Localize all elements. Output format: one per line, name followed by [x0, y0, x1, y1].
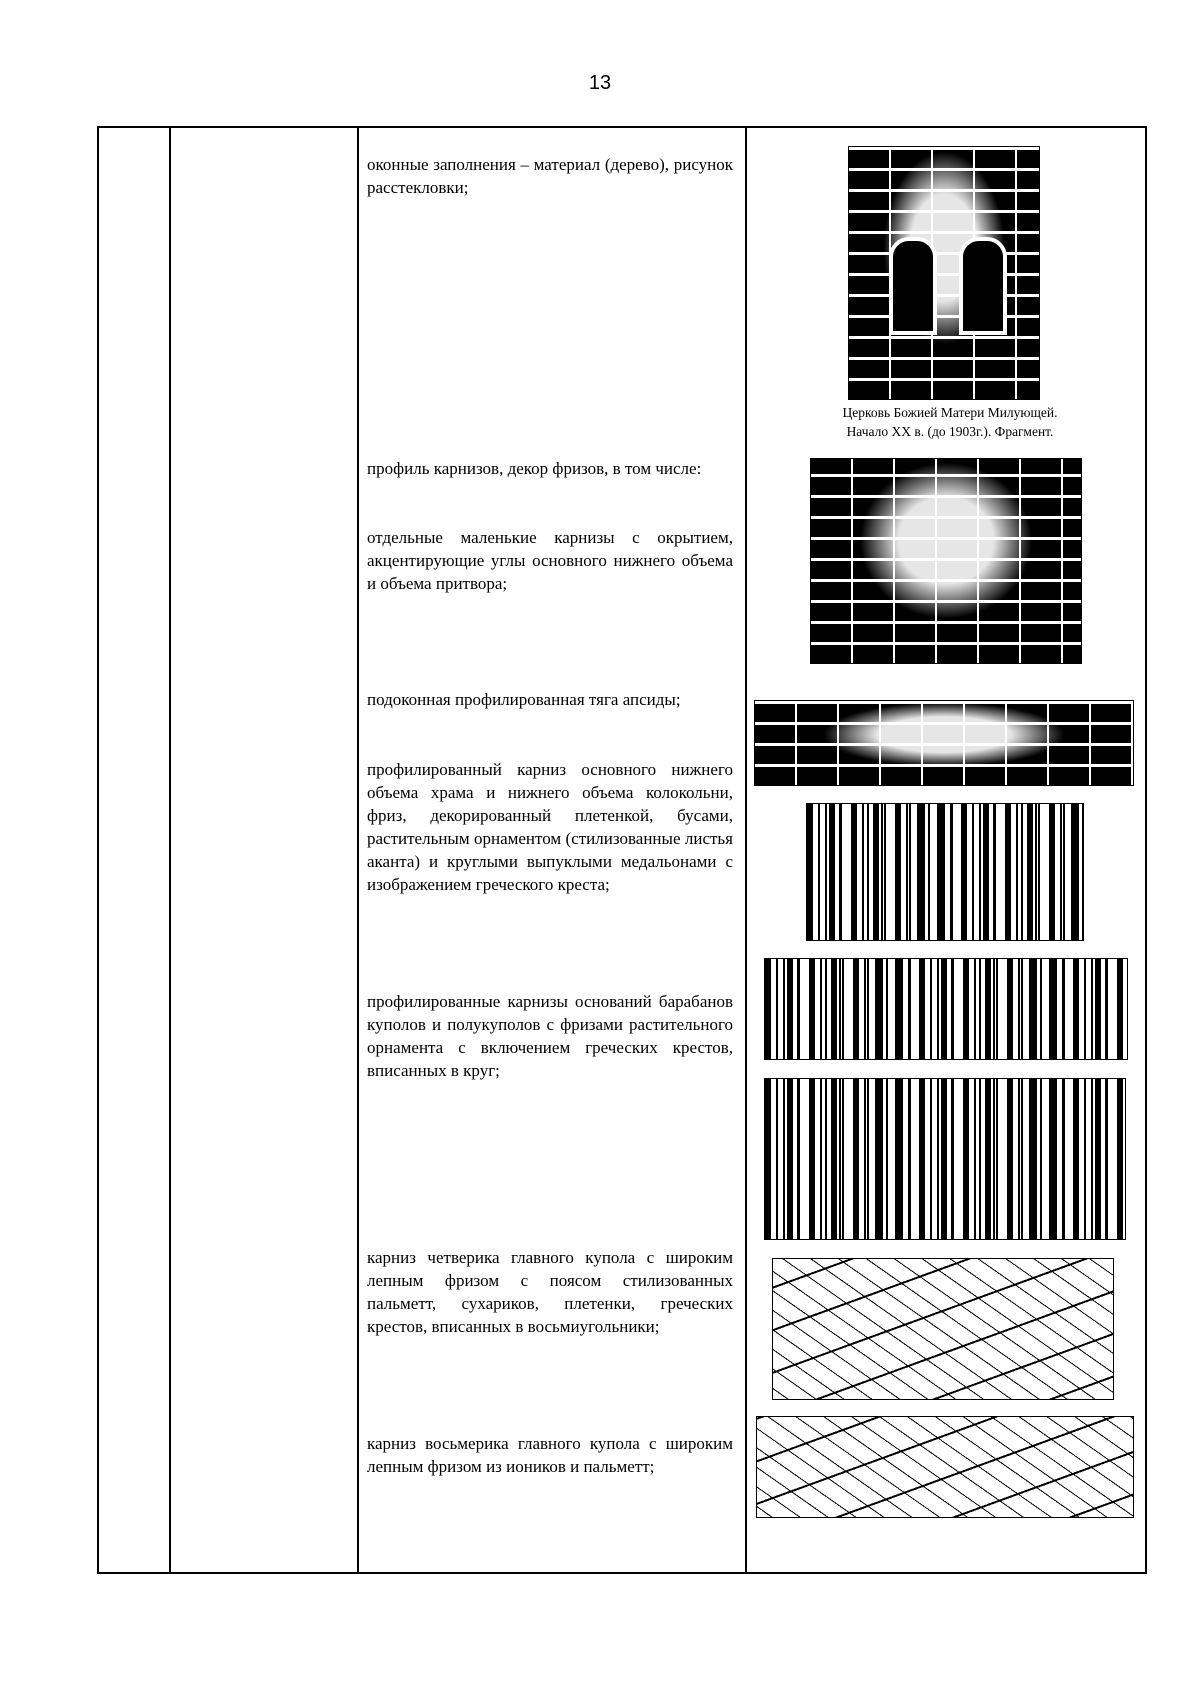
photo-church-windows	[848, 146, 1040, 400]
text-octagon-cornice: карниз восьмерика главного купола с широким лепным фризом из иоников и пальметт;	[367, 1434, 733, 1476]
window-arch-left	[889, 237, 937, 335]
text-main-cornice: профилированный карниз основного нижнего объема храма и нижнего объема колокольни, фриз, декорированный плетенкой, бусами, растительным орнаментом (стилизованные листья аканта) и круглыми выпуклыми медальонами с изображением греческого креста;	[367, 760, 733, 894]
text-apse-sill: подоконная профилированная тяга апсиды;	[367, 690, 681, 709]
window-arch-right	[959, 237, 1007, 335]
photo-main-frieze	[806, 803, 1084, 941]
photo-small-cornices	[810, 458, 1082, 664]
photo-drum-cornice-1	[764, 958, 1128, 1060]
column-divider-1	[169, 128, 171, 1572]
photo-apse-sill	[754, 700, 1134, 786]
text-window-fillings: оконные заполнения – материал (дерево), рисунок расстекловки;	[367, 155, 733, 197]
column-divider-3	[745, 128, 747, 1572]
text-small-cornices: отдельные маленькие карнизы с окрытием, акцентирующие углы основного нижнего объема и объема притвора;	[367, 528, 733, 593]
text-cornice-profile: профиль карнизов, декор фризов, в том числе:	[367, 459, 702, 478]
photo-caption	[760, 403, 1140, 441]
text-quadrangle-cornice: карниз четверика главного купола с широким лепным фризом с поясом стилизованных пальметт, сухариков, плетенки, греческих крестов, вписанных в восьмиугольники;	[367, 1248, 733, 1336]
photo-drum-cornice-2	[764, 1078, 1126, 1240]
photo-octagon-cornice	[756, 1416, 1134, 1518]
page-number: 13	[588, 72, 612, 94]
caption-line-1: Церковь Божией Матери Милующей.	[842, 405, 1058, 420]
caption-line-2: Начало XX в. (до 1903г.). Фрагмент.	[846, 424, 1054, 439]
photo-quadrangle-cornice	[772, 1258, 1114, 1400]
column-divider-2	[357, 128, 359, 1572]
text-drum-cornices: профилированные карнизы оснований барабанов куполов и полукуполов с фризами растительного орнамента с включением греческих крестов, вписанных в круг;	[367, 992, 733, 1080]
